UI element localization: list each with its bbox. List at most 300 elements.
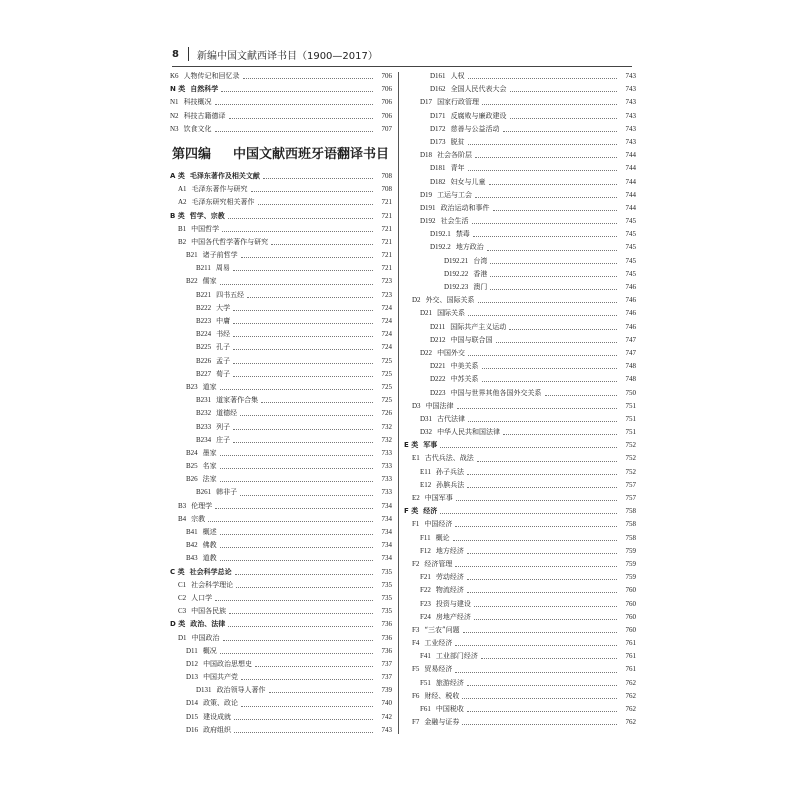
entry-code: D182: [430, 177, 446, 186]
toc-entry: [404, 505, 636, 518]
entry-page: 737: [381, 659, 392, 668]
dot-leader: [234, 732, 373, 733]
toc-entry: [404, 624, 636, 637]
entry-page: 762: [625, 718, 636, 727]
entry-code: D192: [420, 217, 436, 226]
toc-entry: [404, 373, 636, 386]
entry-code: F3: [412, 625, 420, 634]
toc-entry: [404, 518, 636, 531]
entry-label: 孟子: [216, 356, 231, 365]
entry-page: 723: [381, 290, 392, 299]
toc-entry: [170, 183, 392, 196]
left-column: [170, 70, 392, 737]
entry-page: 706: [381, 85, 392, 94]
dot-leader: [455, 645, 617, 646]
header-separator: [188, 47, 189, 61]
entry-page: 759: [625, 573, 636, 582]
entry-label: 妇女与儿童: [450, 177, 486, 186]
entry-code: E1: [412, 454, 420, 463]
entry-code: F41: [420, 652, 431, 661]
entry-page: 744: [625, 164, 636, 173]
section-heading: [170, 136, 392, 170]
entry-page: 734: [381, 514, 392, 523]
toc-entry: [404, 334, 636, 347]
toc-entry: [404, 426, 636, 439]
dot-leader: [220, 284, 373, 285]
toc-entry: [404, 439, 636, 452]
entry-code: A 类: [170, 171, 185, 180]
toc-entry: [170, 110, 392, 123]
dot-leader: [220, 547, 373, 548]
entry-page: 733: [381, 448, 392, 457]
entry-label: 地方政治: [455, 243, 484, 252]
toc-entry: [404, 703, 636, 716]
toc-entry: [170, 684, 392, 697]
entry-code: B234: [196, 435, 212, 444]
entry-code: D14: [186, 699, 199, 708]
toc-entry: [170, 262, 392, 275]
entry-label: 饮食文化: [183, 124, 212, 133]
entry-label: 中国军事: [424, 494, 453, 502]
entry-label: 国际关系: [437, 309, 466, 318]
toc-entry: [170, 210, 392, 223]
toc-entry: [404, 637, 636, 650]
toc-entry: [170, 724, 392, 737]
entry-code: F23: [420, 599, 431, 608]
dot-leader: [487, 250, 617, 251]
entry-code: F6: [412, 691, 420, 700]
entry-label: 人口学: [191, 593, 213, 602]
dot-leader: [215, 600, 373, 601]
entry-code: D223: [430, 388, 446, 397]
entry-page: 725: [381, 382, 392, 391]
toc-entry: [404, 281, 636, 294]
entry-label: 法家: [202, 475, 217, 484]
dot-leader: [510, 91, 617, 92]
toc-entry: [170, 249, 392, 262]
entry-label: 庄子: [216, 435, 231, 444]
entry-code: B4: [178, 514, 187, 523]
entry-code: D212: [430, 335, 446, 344]
toc-entry: [170, 70, 392, 83]
entry-code: B225: [196, 343, 212, 352]
entry-page: 745: [625, 256, 636, 265]
entry-label: 中国税收: [435, 705, 464, 713]
entry-page: 725: [381, 356, 392, 365]
toc-entry: [404, 584, 636, 597]
entry-label: 中国外交: [437, 348, 466, 357]
entry-page: 721: [381, 224, 392, 233]
dot-leader: [457, 408, 617, 409]
toc-entry: [404, 545, 636, 558]
entry-code: C 类: [170, 567, 185, 576]
entry-code: F11: [420, 533, 431, 542]
entry-label: 名家: [202, 462, 217, 471]
entry-label: 中国各代哲学著作与研究: [191, 237, 269, 246]
dot-leader: [220, 653, 373, 654]
dot-leader: [468, 355, 617, 356]
entry-page: 760: [625, 586, 636, 595]
dot-leader: [261, 402, 373, 403]
entry-code: F2: [412, 559, 420, 568]
toc-list-bottom: [170, 170, 392, 737]
dot-leader: [482, 104, 617, 105]
entry-label: 儒家: [202, 277, 217, 286]
entry-code: B1: [178, 224, 187, 233]
entry-page: 721: [381, 264, 392, 273]
dot-leader: [510, 118, 617, 119]
dot-leader: [462, 698, 617, 699]
entry-page: 743: [381, 725, 392, 734]
entry-code: D192.23: [444, 283, 469, 291]
entry-page: 746: [625, 309, 636, 318]
entry-code: B26: [186, 475, 198, 484]
entry-page: 707: [381, 124, 392, 133]
entry-page: 746: [625, 322, 636, 331]
dot-leader: [220, 455, 373, 456]
dot-leader: [269, 692, 373, 693]
entry-label: 社会科学理论: [191, 580, 234, 589]
toc-entry: [404, 492, 636, 505]
entry-page: 757: [625, 494, 636, 502]
toc-entry: [170, 605, 392, 618]
dot-leader: [220, 481, 373, 482]
entry-label: 工业经济: [424, 639, 453, 648]
toc-entry: [404, 136, 636, 149]
entry-code: B221: [196, 290, 212, 299]
entry-page: 742: [381, 712, 392, 721]
entry-label: 道家著作合集: [216, 396, 259, 405]
dot-leader: [472, 223, 617, 224]
entry-page: 735: [381, 593, 392, 602]
toc-entry: [170, 407, 392, 420]
toc-entry: [170, 170, 392, 183]
book-title: 新编中国文献西译书目（1900—2017）: [196, 50, 378, 62]
dot-leader: [467, 487, 617, 488]
entry-label: 青年: [450, 164, 465, 173]
entry-label: 科技概况: [183, 98, 212, 107]
entry-label: 脱贫: [450, 137, 465, 146]
entry-label: 孙子兵法: [436, 467, 465, 476]
entry-page: 725: [381, 369, 392, 378]
dot-leader: [440, 513, 617, 514]
entry-label: 社会科学总论: [189, 567, 232, 576]
dot-leader: [475, 197, 617, 198]
entry-code: D13: [186, 673, 199, 682]
header-rule: [172, 66, 632, 67]
entry-page: 760: [625, 612, 636, 621]
dot-leader: [263, 178, 373, 179]
entry-label: 中美关系: [450, 362, 479, 371]
entry-label: 哲学、宗教: [189, 211, 225, 220]
entry-label: 国家行政管理: [437, 98, 480, 107]
entry-label: 佛教: [202, 541, 217, 550]
dot-leader: [233, 270, 373, 271]
entry-label: 中国共产党: [203, 673, 239, 682]
entry-code: N1: [170, 98, 179, 107]
toc-entry: [170, 618, 392, 631]
dot-leader: [474, 606, 617, 607]
entry-page: 734: [381, 541, 392, 550]
toc-entry: [404, 215, 636, 228]
entry-code: F24: [420, 612, 431, 621]
entry-page: 721: [381, 237, 392, 246]
entry-label: 古代法律: [437, 414, 466, 423]
toc-entry: [170, 341, 392, 354]
toc-entry: [404, 347, 636, 360]
entry-code: E 类: [404, 441, 419, 450]
entry-label: 社会各阶层: [437, 151, 473, 160]
dot-leader: [468, 170, 617, 171]
entry-code: D131: [196, 686, 212, 695]
entry-label: 道德经: [216, 409, 238, 418]
toc-entry: [170, 236, 392, 249]
entry-code: F5: [412, 665, 420, 674]
entry-page: 743: [625, 72, 636, 80]
toc-entry: [404, 149, 636, 162]
entry-code: B3: [178, 501, 187, 510]
entry-label: 政治运动和事件: [440, 203, 490, 212]
dot-leader: [473, 236, 617, 237]
entry-code: C2: [178, 593, 187, 602]
dot-leader: [455, 566, 617, 567]
entry-page: 751: [625, 401, 636, 410]
entry-page: 734: [381, 501, 392, 510]
toc-entry: [170, 421, 392, 434]
entry-label: 政治、法律: [190, 620, 226, 629]
entry-label: 概论: [435, 533, 450, 542]
dot-leader: [467, 592, 617, 593]
entry-code: D171: [430, 111, 446, 120]
entry-code: N3: [170, 124, 179, 133]
entry-page: 734: [381, 554, 392, 563]
entry-label: 物流经济: [435, 586, 464, 595]
entry-label: 中国与世界其他各国外交关系: [450, 388, 542, 397]
entry-code: D222: [430, 375, 446, 384]
entry-code: F4: [412, 639, 420, 648]
entry-label: 中国各民族: [191, 607, 227, 616]
entry-page: 745: [625, 217, 636, 226]
entry-page: 743: [625, 137, 636, 146]
entry-label: 四书五经: [216, 290, 245, 299]
entry-label: 政策、政论: [203, 699, 239, 708]
entry-code: B227: [196, 369, 212, 378]
entry-code: E12: [420, 480, 432, 489]
toc-entry: [404, 241, 636, 254]
dot-leader: [243, 78, 373, 79]
entry-page: 760: [625, 599, 636, 608]
dot-leader: [229, 118, 373, 119]
entry-label: 经济管理: [424, 559, 453, 568]
entry-label: 政治领导人著作: [216, 686, 266, 695]
entry-code: B41: [186, 528, 198, 536]
dot-leader: [468, 421, 617, 422]
entry-code: D211: [430, 322, 446, 331]
toc-entry: [170, 473, 392, 486]
entry-code: D16: [186, 725, 199, 734]
toc-entry: [170, 434, 392, 447]
dot-leader: [468, 144, 617, 145]
toc-entry: [170, 394, 392, 407]
toc-entry: [404, 202, 636, 215]
dot-leader: [462, 724, 617, 725]
right-column: [404, 70, 636, 729]
dot-leader: [455, 526, 617, 527]
entry-page: 739: [381, 686, 392, 695]
entry-label: 墨家: [202, 448, 217, 457]
entry-page: 745: [625, 269, 636, 278]
entry-page: 744: [625, 177, 636, 186]
entry-code: C1: [178, 580, 187, 589]
entry-code: D221: [430, 362, 446, 371]
toc-entry: [170, 579, 392, 592]
toc-entry: [170, 289, 392, 302]
toc-entry: [404, 307, 636, 320]
dot-leader: [234, 719, 373, 720]
toc-entry: [170, 328, 392, 341]
entry-code: D3: [412, 401, 421, 410]
entry-page: 733: [381, 462, 392, 471]
entry-label: 工运与工会: [437, 190, 473, 199]
entry-code: N 类: [170, 85, 186, 94]
dot-leader: [455, 672, 617, 673]
dot-leader: [233, 323, 373, 324]
entry-label: 自然科学: [190, 85, 219, 94]
entry-page: 744: [625, 190, 636, 199]
entry-page: 748: [625, 375, 636, 384]
toc-entry: [404, 228, 636, 241]
dot-leader: [475, 157, 617, 158]
toc-entry: [170, 645, 392, 658]
entry-page: 724: [381, 343, 392, 352]
entry-page: 759: [625, 559, 636, 568]
toc-list-top: [170, 70, 392, 136]
dot-leader: [482, 368, 617, 369]
entry-page: 733: [381, 488, 392, 497]
entry-label: 道家: [202, 382, 217, 391]
toc-entry: [404, 466, 636, 479]
entry-label: 香港: [473, 269, 488, 278]
entry-label: 中国哲学: [191, 224, 220, 233]
toc-entry: [170, 355, 392, 368]
entry-code: D12: [186, 659, 199, 668]
dot-leader: [220, 389, 373, 390]
dot-leader: [241, 679, 373, 680]
toc-entry: [404, 360, 636, 373]
entry-page: 758: [625, 507, 636, 516]
entry-code: B211: [196, 264, 211, 273]
entry-page: 761: [625, 652, 636, 661]
toc-entry: [404, 255, 636, 268]
dot-leader: [440, 447, 617, 448]
entry-page: 733: [381, 475, 392, 484]
dot-leader: [241, 706, 373, 707]
dot-leader: [228, 626, 373, 627]
dot-leader: [496, 342, 617, 343]
page-number: 8: [172, 48, 179, 60]
entry-page: 752: [625, 441, 636, 450]
toc-entry: [170, 83, 392, 96]
entry-label: 人权: [450, 72, 465, 80]
dot-leader: [468, 315, 617, 316]
entry-page: 758: [625, 520, 636, 529]
entry-label: 荀子: [216, 369, 231, 378]
dot-leader: [236, 587, 373, 588]
dot-leader: [467, 711, 617, 712]
entry-label: 中国政治思想史: [203, 659, 253, 668]
dot-leader: [456, 500, 617, 501]
entry-label: 政府组织: [203, 725, 232, 734]
toc-entry: [170, 123, 392, 136]
toc-entry: [404, 70, 636, 83]
entry-label: 外交、国际关系: [425, 296, 475, 305]
dot-leader: [251, 191, 373, 192]
entry-code: B223: [196, 317, 212, 325]
toc-entry: [404, 598, 636, 611]
entry-code: D19: [420, 190, 433, 199]
entry-page: 721: [381, 251, 392, 260]
toc-entry: [170, 500, 392, 513]
toc-entry: [170, 539, 392, 552]
dot-leader: [220, 534, 373, 535]
entry-page: 732: [381, 435, 392, 444]
toc-entry: [404, 400, 636, 413]
entry-label: 房地产经济: [435, 612, 471, 621]
entry-label: 经济: [423, 507, 438, 516]
entry-code: B226: [196, 356, 212, 365]
entry-code: B222: [196, 303, 212, 312]
entry-label: 概况: [202, 646, 217, 655]
toc-entry: [404, 571, 636, 584]
toc-entry: [170, 486, 392, 499]
dot-leader: [481, 658, 617, 659]
toc-entry: [404, 650, 636, 663]
entry-page: 746: [625, 283, 636, 291]
dot-leader: [509, 329, 617, 330]
entry-code: F7: [412, 718, 420, 727]
entry-code: K6: [170, 72, 179, 80]
dot-leader: [453, 540, 617, 541]
toc-entry: [170, 381, 392, 394]
entry-label: 中苏关系: [450, 375, 479, 384]
entry-code: B2: [178, 237, 187, 246]
dot-leader: [240, 495, 373, 496]
dot-leader: [503, 434, 617, 435]
toc-entry: [170, 513, 392, 526]
entry-label: 全国人民代表大会: [450, 85, 507, 94]
dot-leader: [503, 131, 617, 132]
toc-entry: [170, 302, 392, 315]
toc-entry: [170, 447, 392, 460]
entry-code: B21: [186, 251, 198, 260]
toc-entry: [404, 162, 636, 175]
toc-entry: [170, 711, 392, 724]
entry-code: N2: [170, 111, 179, 120]
running-header: [172, 45, 642, 63]
entry-page: 752: [625, 467, 636, 476]
dot-leader: [255, 666, 373, 667]
entry-page: 735: [381, 567, 392, 576]
entry-page: 744: [625, 203, 636, 212]
dot-leader: [235, 574, 373, 575]
dot-leader: [490, 276, 617, 277]
entry-code: B42: [186, 541, 198, 550]
entry-page: 726: [381, 409, 392, 418]
dot-leader: [474, 619, 617, 620]
entry-page: 761: [625, 665, 636, 674]
dot-leader: [240, 415, 373, 416]
entry-code: B25: [186, 462, 198, 471]
